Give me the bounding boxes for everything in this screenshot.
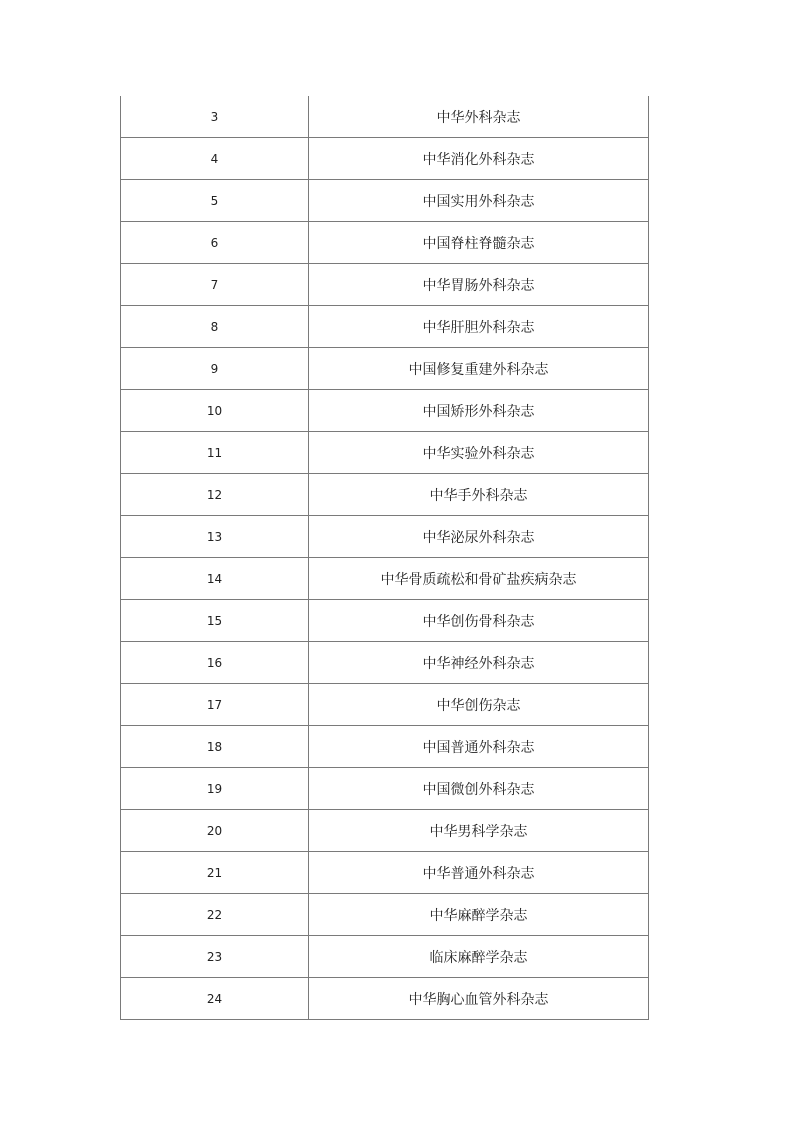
journal-table-body xyxy=(121,96,649,1020)
row-number: 17 xyxy=(121,684,309,726)
table-row xyxy=(121,222,649,264)
table-row xyxy=(121,600,649,642)
row-number: 9 xyxy=(121,348,309,390)
journal-name: 中国实用外科杂志 xyxy=(309,180,649,222)
table-row xyxy=(121,96,649,138)
table-row xyxy=(121,264,649,306)
table-row xyxy=(121,936,649,978)
journal-name: 中华实验外科杂志 xyxy=(309,432,649,474)
journal-name: 中华普通外科杂志 xyxy=(309,852,649,894)
row-number: 10 xyxy=(121,390,309,432)
table-row xyxy=(121,390,649,432)
journal-name: 中国矫形外科杂志 xyxy=(309,390,649,432)
table-row xyxy=(121,810,649,852)
journal-name: 中华神经外科杂志 xyxy=(309,642,649,684)
row-number: 4 xyxy=(121,138,309,180)
journal-name: 中华胃肠外科杂志 xyxy=(309,264,649,306)
row-number: 11 xyxy=(121,432,309,474)
row-number: 16 xyxy=(121,642,309,684)
row-number: 21 xyxy=(121,852,309,894)
table-row xyxy=(121,768,649,810)
row-number: 3 xyxy=(121,96,309,138)
table-row xyxy=(121,558,649,600)
table-row xyxy=(121,684,649,726)
row-number: 23 xyxy=(121,936,309,978)
journal-name: 中华创伤骨科杂志 xyxy=(309,600,649,642)
row-number: 19 xyxy=(121,768,309,810)
journal-name: 中华泌尿外科杂志 xyxy=(309,516,649,558)
journal-name: 中华外科杂志 xyxy=(309,96,649,138)
table-row xyxy=(121,642,649,684)
table-row xyxy=(121,474,649,516)
journal-name: 中华麻醉学杂志 xyxy=(309,894,649,936)
journal-name: 中华手外科杂志 xyxy=(309,474,649,516)
journal-name: 中国普通外科杂志 xyxy=(309,726,649,768)
row-number: 24 xyxy=(121,978,309,1020)
journal-name: 中华胸心血管外科杂志 xyxy=(309,978,649,1020)
table-row xyxy=(121,432,649,474)
row-number: 14 xyxy=(121,558,309,600)
journal-name: 中华骨质疏松和骨矿盐疾病杂志 xyxy=(309,558,649,600)
journal-name: 中华消化外科杂志 xyxy=(309,138,649,180)
table-row xyxy=(121,516,649,558)
table-row xyxy=(121,978,649,1020)
table-row xyxy=(121,180,649,222)
row-number: 15 xyxy=(121,600,309,642)
journal-name: 中华男科学杂志 xyxy=(309,810,649,852)
journal-name: 中华创伤杂志 xyxy=(309,684,649,726)
table-row xyxy=(121,138,649,180)
journal-name: 中国修复重建外科杂志 xyxy=(309,348,649,390)
table-row xyxy=(121,852,649,894)
row-number: 5 xyxy=(121,180,309,222)
table-row xyxy=(121,726,649,768)
journal-name: 临床麻醉学杂志 xyxy=(309,936,649,978)
journal-name: 中华肝胆外科杂志 xyxy=(309,306,649,348)
row-number: 7 xyxy=(121,264,309,306)
table-row xyxy=(121,306,649,348)
journal-name: 中国脊柱脊髓杂志 xyxy=(309,222,649,264)
journal-name: 中国微创外科杂志 xyxy=(309,768,649,810)
row-number: 8 xyxy=(121,306,309,348)
row-number: 20 xyxy=(121,810,309,852)
row-number: 12 xyxy=(121,474,309,516)
journal-table xyxy=(120,96,649,1020)
row-number: 6 xyxy=(121,222,309,264)
row-number: 13 xyxy=(121,516,309,558)
table-row xyxy=(121,894,649,936)
row-number: 18 xyxy=(121,726,309,768)
row-number: 22 xyxy=(121,894,309,936)
table-row xyxy=(121,348,649,390)
